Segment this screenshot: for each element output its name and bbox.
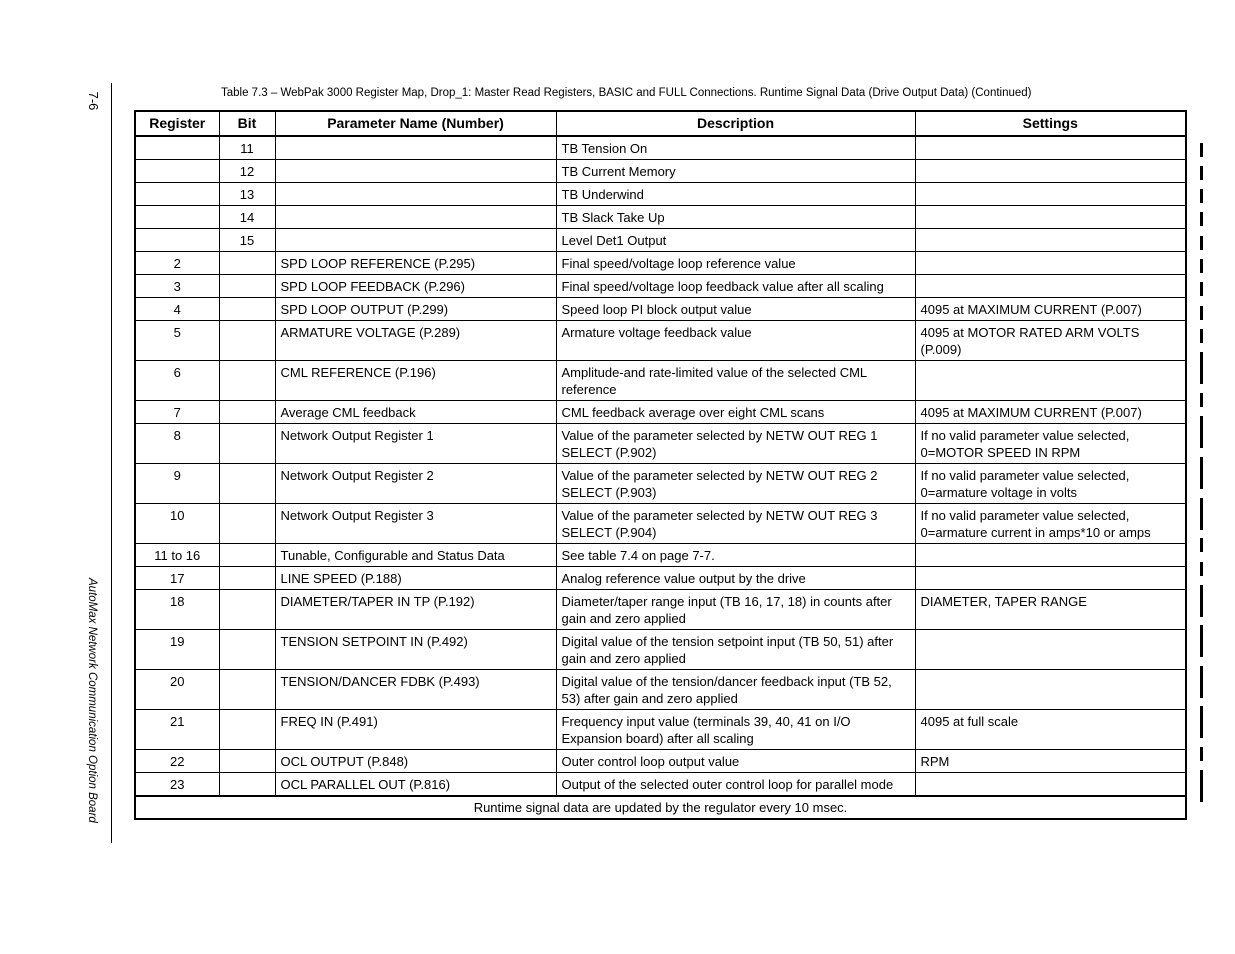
parameter-cell (275, 160, 556, 183)
change-bar (1200, 306, 1203, 320)
description-cell: TB Tension On (556, 136, 915, 160)
description-cell: Value of the parameter selected by NETW OUT REG 3 SELECT (P.904) (556, 504, 915, 544)
bit-cell: 13 (219, 183, 275, 206)
change-bar (1200, 416, 1203, 448)
description-cell: Frequency input value (terminals 39, 40, 41 on I/O Expansion board) after all scaling (556, 710, 915, 750)
bit-cell (219, 361, 275, 401)
change-bar (1200, 259, 1203, 273)
table-footer-row (135, 796, 1186, 819)
settings-cell: 4095 at MAXIMUM CURRENT (P.007) (915, 298, 1186, 321)
change-bars (1200, 0, 1204, 954)
table-row (135, 275, 1186, 298)
margin-rule (111, 83, 112, 843)
change-bar (1200, 747, 1203, 761)
parameter-cell (275, 136, 556, 160)
change-bar (1200, 143, 1203, 157)
bit-cell (219, 630, 275, 670)
change-bar (1200, 166, 1203, 180)
settings-cell (915, 252, 1186, 275)
table-row (135, 464, 1186, 504)
register-cell: 20 (135, 670, 219, 710)
description-cell: Outer control loop output value (556, 750, 915, 773)
bit-cell: 12 (219, 160, 275, 183)
register-cell: 2 (135, 252, 219, 275)
parameter-cell: LINE SPEED (P.188) (275, 567, 556, 590)
settings-cell (915, 229, 1186, 252)
bit-cell (219, 504, 275, 544)
parameter-cell: ARMATURE VOLTAGE (P.289) (275, 321, 556, 361)
change-bar (1200, 457, 1203, 489)
page-number: 7-6 (86, 91, 102, 111)
bit-cell (219, 590, 275, 630)
change-bar (1200, 770, 1203, 802)
register-cell: 21 (135, 710, 219, 750)
register-cell: 5 (135, 321, 219, 361)
register-cell: 4 (135, 298, 219, 321)
parameter-cell: Tunable, Configurable and Status Data (275, 544, 556, 567)
header-description: Description (556, 111, 915, 136)
register-cell: 8 (135, 424, 219, 464)
table-row (135, 590, 1186, 630)
bit-cell (219, 321, 275, 361)
bit-cell: 15 (219, 229, 275, 252)
header-bit: Bit (219, 111, 275, 136)
description-cell: Analog reference value output by the drive (556, 567, 915, 590)
register-cell (135, 206, 219, 229)
description-cell: Value of the parameter selected by NETW OUT REG 1 SELECT (P.902) (556, 424, 915, 464)
settings-cell (915, 183, 1186, 206)
change-bar (1200, 329, 1203, 343)
description-cell: TB Underwind (556, 183, 915, 206)
bit-cell (219, 567, 275, 590)
description-cell: CML feedback average over eight CML scans (556, 401, 915, 424)
table-row (135, 160, 1186, 183)
change-bar (1200, 562, 1203, 576)
register-cell: 3 (135, 275, 219, 298)
change-bar (1200, 236, 1203, 250)
description-cell: TB Current Memory (556, 160, 915, 183)
table-row (135, 630, 1186, 670)
description-cell: Final speed/voltage loop feedback value after all scaling (556, 275, 915, 298)
change-bar (1200, 282, 1203, 296)
change-bar (1200, 625, 1203, 657)
settings-cell: 4095 at full scale (915, 710, 1186, 750)
register-cell: 17 (135, 567, 219, 590)
parameter-cell: FREQ IN (P.491) (275, 710, 556, 750)
header-settings: Settings (915, 111, 1186, 136)
change-bar (1200, 189, 1203, 203)
parameter-cell: OCL PARALLEL OUT (P.816) (275, 773, 556, 797)
description-cell: Speed loop PI block output value (556, 298, 915, 321)
table-row (135, 229, 1186, 252)
description-cell: Level Det1 Output (556, 229, 915, 252)
settings-cell: 4095 at MOTOR RATED ARM VOLTS (P.009) (915, 321, 1186, 361)
settings-cell (915, 567, 1186, 590)
description-cell: See table 7.4 on page 7-7. (556, 544, 915, 567)
register-cell: 11 to 16 (135, 544, 219, 567)
register-cell: 19 (135, 630, 219, 670)
description-cell: TB Slack Take Up (556, 206, 915, 229)
bit-cell (219, 252, 275, 275)
parameter-cell: Network Output Register 1 (275, 424, 556, 464)
register-cell: 7 (135, 401, 219, 424)
bit-cell (219, 670, 275, 710)
parameter-cell: TENSION/DANCER FDBK (P.493) (275, 670, 556, 710)
bit-cell (219, 401, 275, 424)
table-row (135, 298, 1186, 321)
parameter-cell: Network Output Register 2 (275, 464, 556, 504)
running-title: AutoMax Network Communication Option Board (86, 578, 98, 823)
table-row (135, 136, 1186, 160)
settings-cell (915, 630, 1186, 670)
settings-cell (915, 206, 1186, 229)
table-row (135, 544, 1186, 567)
header-register: Register (135, 111, 219, 136)
table-header-row (135, 111, 1186, 136)
settings-cell (915, 136, 1186, 160)
parameter-cell: SPD LOOP FEEDBACK (P.296) (275, 275, 556, 298)
table-row (135, 750, 1186, 773)
description-cell: Armature voltage feedback value (556, 321, 915, 361)
settings-cell (915, 670, 1186, 710)
parameter-cell: SPD LOOP OUTPUT (P.299) (275, 298, 556, 321)
parameter-cell: Average CML feedback (275, 401, 556, 424)
table-row (135, 567, 1186, 590)
settings-cell (915, 544, 1186, 567)
register-cell: 22 (135, 750, 219, 773)
settings-cell: DIAMETER, TAPER RANGE (915, 590, 1186, 630)
parameter-cell: SPD LOOP REFERENCE (P.295) (275, 252, 556, 275)
settings-cell (915, 275, 1186, 298)
bit-cell (219, 298, 275, 321)
change-bar (1200, 706, 1203, 738)
description-cell: Value of the parameter selected by NETW OUT REG 2 SELECT (P.903) (556, 464, 915, 504)
register-cell: 6 (135, 361, 219, 401)
register-map-table (134, 110, 1187, 820)
description-cell: Amplitude-and rate-limited value of the selected CML reference (556, 361, 915, 401)
settings-cell: 4095 at MAXIMUM CURRENT (P.007) (915, 401, 1186, 424)
bit-cell (219, 544, 275, 567)
change-bar (1200, 538, 1203, 552)
bit-cell (219, 424, 275, 464)
parameter-cell (275, 229, 556, 252)
bit-cell (219, 275, 275, 298)
bit-cell: 14 (219, 206, 275, 229)
table-row (135, 424, 1186, 464)
change-bar (1200, 393, 1203, 407)
table-row (135, 183, 1186, 206)
change-bar (1200, 498, 1203, 530)
table-row (135, 206, 1186, 229)
parameter-cell: CML REFERENCE (P.196) (275, 361, 556, 401)
table-row (135, 504, 1186, 544)
table-row (135, 401, 1186, 424)
change-bar (1200, 585, 1203, 617)
register-cell: 23 (135, 773, 219, 797)
register-cell (135, 160, 219, 183)
table-row (135, 361, 1186, 401)
settings-cell (915, 160, 1186, 183)
description-cell: Final speed/voltage loop reference value (556, 252, 915, 275)
header-parameter: Parameter Name (Number) (275, 111, 556, 136)
register-cell: 9 (135, 464, 219, 504)
change-bar (1200, 212, 1203, 226)
parameter-cell: OCL OUTPUT (P.848) (275, 750, 556, 773)
table-row (135, 252, 1186, 275)
bit-cell: 11 (219, 136, 275, 160)
description-cell: Digital value of the tension setpoint input (TB 50, 51) after gain and zero applied (556, 630, 915, 670)
settings-cell: If no valid parameter value selected, 0=MOTOR SPEED IN RPM (915, 424, 1186, 464)
table-row (135, 321, 1186, 361)
register-cell: 10 (135, 504, 219, 544)
parameter-cell (275, 183, 556, 206)
bit-cell (219, 710, 275, 750)
settings-cell (915, 361, 1186, 401)
parameter-cell: DIAMETER/TAPER IN TP (P.192) (275, 590, 556, 630)
settings-cell (915, 773, 1186, 797)
table-row (135, 670, 1186, 710)
description-cell: Output of the selected outer control loop for parallel mode (556, 773, 915, 797)
register-cell (135, 229, 219, 252)
table-row (135, 710, 1186, 750)
table-caption: Table 7.3 – WebPak 3000 Register Map, Drop_1: Master Read Registers, BASIC and FULL Connections. Runtime Signal Data (Drive Output Data) (Continued) (221, 87, 1032, 99)
parameter-cell: TENSION SETPOINT IN (P.492) (275, 630, 556, 670)
bit-cell (219, 464, 275, 504)
register-cell: 18 (135, 590, 219, 630)
change-bar (1200, 666, 1203, 698)
bit-cell (219, 773, 275, 797)
parameter-cell (275, 206, 556, 229)
table-row (135, 773, 1186, 797)
change-bar (1200, 352, 1203, 384)
register-cell (135, 183, 219, 206)
description-cell: Digital value of the tension/dancer feedback input (TB 52, 53) after gain and zero applied (556, 670, 915, 710)
description-cell: Diameter/taper range input (TB 16, 17, 18) in counts after gain and zero applied (556, 590, 915, 630)
table-footnote: Runtime signal data are updated by the regulator every 10 msec. (135, 796, 1186, 819)
settings-cell: If no valid parameter value selected, 0=armature voltage in volts (915, 464, 1186, 504)
bit-cell (219, 750, 275, 773)
settings-cell: RPM (915, 750, 1186, 773)
settings-cell: If no valid parameter value selected, 0=armature current in amps*10 or amps (915, 504, 1186, 544)
parameter-cell: Network Output Register 3 (275, 504, 556, 544)
register-cell (135, 136, 219, 160)
